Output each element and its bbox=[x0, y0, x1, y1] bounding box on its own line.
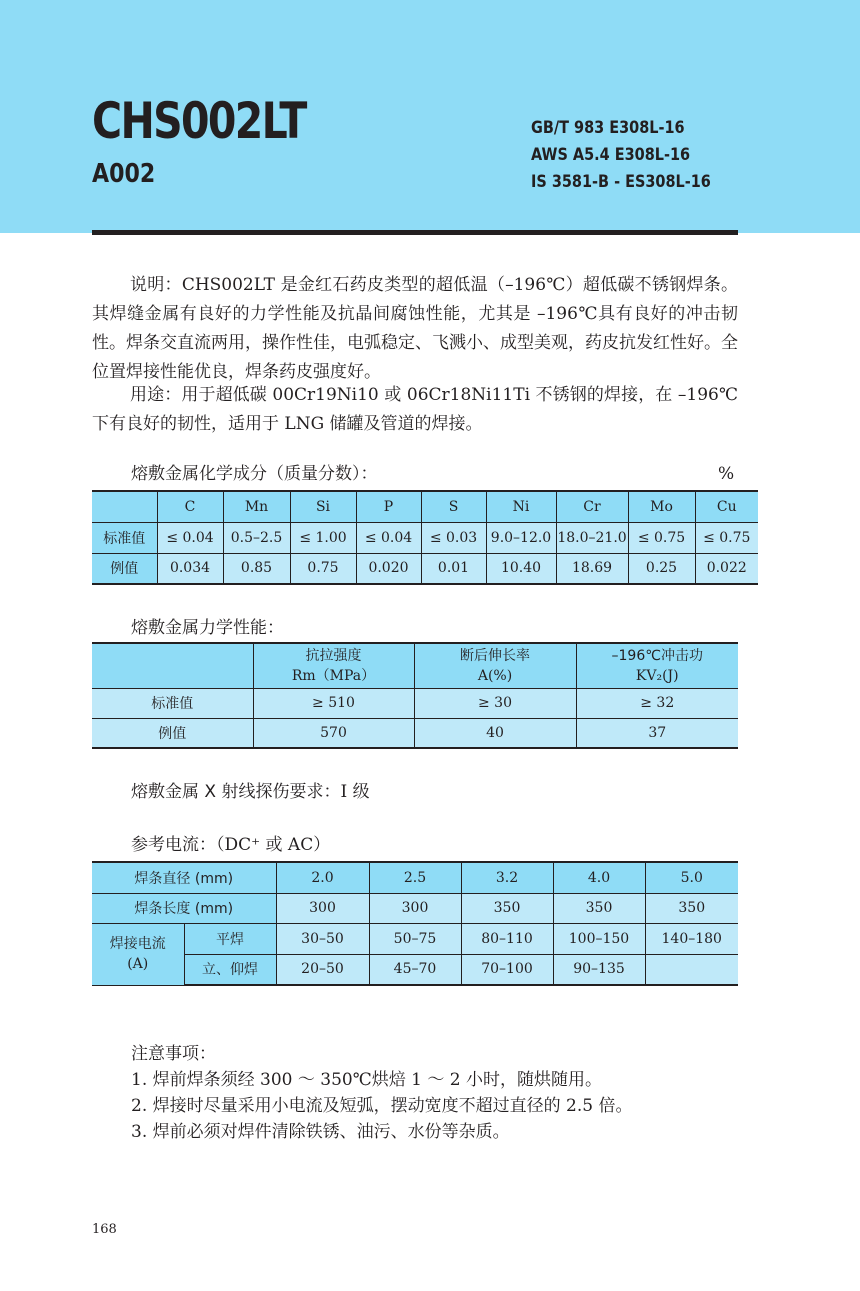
chemical-col-header: Si bbox=[290, 491, 356, 522]
table-cell: 90–135 bbox=[553, 954, 645, 985]
current-note: （DC⁺ 或 AC） bbox=[216, 835, 331, 855]
usage-paragraph bbox=[92, 381, 738, 439]
table-cell: 100–150 bbox=[553, 923, 645, 954]
description-paragraph bbox=[92, 271, 738, 387]
current-heading: 参考电流： bbox=[131, 835, 216, 855]
chemical-col-header: C bbox=[157, 491, 223, 522]
chemical-table bbox=[92, 490, 758, 585]
table-cell: 80–110 bbox=[461, 923, 553, 954]
description-text: CHS002LT 是金红石药皮类型的超低温（–196℃）超低碳不锈钢焊条。其焊缝金属有良好的力学性能及抗晶间腐蚀性能，尤其是 –196℃具有良好的冲击韧性。焊条交直流两用，操作性佳，电弧稳定、飞溅小、成型美观，药皮抗发红性好。全位置焊接性能优良，焊条药皮强度好。 bbox=[92, 275, 739, 382]
table-cell: 570 bbox=[253, 718, 414, 748]
current-table bbox=[92, 861, 738, 986]
current-vertical-row bbox=[92, 954, 738, 985]
table-cell: 0.01 bbox=[421, 553, 486, 584]
table-cell: 10.40 bbox=[486, 553, 556, 584]
table-cell: 0.25 bbox=[628, 553, 695, 584]
table-cell: 20–50 bbox=[276, 954, 369, 985]
table-cell: 50–75 bbox=[369, 923, 461, 954]
notes-heading: 注意事项： bbox=[131, 1044, 216, 1064]
standard-gb: GB/T 983 E308L-16 bbox=[531, 118, 685, 138]
table-cell: ≥ 510 bbox=[253, 688, 414, 718]
mechanical-col-header: –196℃冲击功 KV₂(J) bbox=[576, 643, 738, 688]
xray-heading: 熔敷金属 X 射线探伤要求： bbox=[131, 782, 341, 802]
note-item: 2. 焊接时尽量采用小电流及短弧，摆动宽度不超过直径的 2.5 倍。 bbox=[131, 1096, 633, 1116]
chemical-col-header: Cr bbox=[556, 491, 628, 522]
row-label: 例值 bbox=[92, 553, 157, 584]
mechanical-col-header: 抗拉强度 Rm（MPa） bbox=[253, 643, 414, 688]
note-item: 3. 焊前必须对焊件清除铁锈、油污、水份等杂质。 bbox=[131, 1122, 510, 1142]
table-cell: ≤ 0.75 bbox=[628, 522, 695, 553]
chemical-corner-cell bbox=[92, 491, 157, 522]
mechanical-table bbox=[92, 642, 738, 749]
table-cell: 30–50 bbox=[276, 923, 369, 954]
table-cell: 5.0 bbox=[645, 862, 738, 893]
table-cell: 70–100 bbox=[461, 954, 553, 985]
chemical-row-example bbox=[92, 553, 758, 584]
header-band bbox=[0, 0, 860, 233]
table-cell: 0.020 bbox=[356, 553, 421, 584]
chemical-col-header: Mo bbox=[628, 491, 695, 522]
table-cell: 0.75 bbox=[290, 553, 356, 584]
table-cell: 45–70 bbox=[369, 954, 461, 985]
table-cell: 0.034 bbox=[157, 553, 223, 584]
table-cell: ≤ 0.04 bbox=[356, 522, 421, 553]
table-cell: 350 bbox=[461, 893, 553, 923]
table-cell: 4.0 bbox=[553, 862, 645, 893]
table-cell: ≤ 0.03 bbox=[421, 522, 486, 553]
table-cell: 0.85 bbox=[223, 553, 290, 584]
chemical-row-standard bbox=[92, 522, 758, 553]
header-rule bbox=[92, 230, 738, 235]
table-cell: 3.2 bbox=[461, 862, 553, 893]
standard-aws: AWS A5.4 E308L-16 bbox=[531, 145, 691, 165]
mechanical-corner-cell bbox=[92, 643, 253, 688]
notes-section bbox=[131, 1041, 738, 1145]
length-label: 焊条长度 (mm) bbox=[92, 893, 276, 923]
diameter-label: 焊条直径 (mm) bbox=[92, 862, 276, 893]
welding-current-label: 焊接电流 (A) bbox=[92, 923, 184, 985]
mechanical-heading: 熔敷金属力学性能： bbox=[131, 618, 284, 638]
table-cell: 18.0–21.0 bbox=[556, 522, 628, 553]
current-flat-row bbox=[92, 923, 738, 954]
table-cell: ≤ 1.00 bbox=[290, 522, 356, 553]
table-cell: ≤ 0.04 bbox=[157, 522, 223, 553]
mechanical-row-example bbox=[92, 718, 738, 748]
chemical-col-header: Cu bbox=[695, 491, 758, 522]
table-cell: 9.0–12.0 bbox=[486, 522, 556, 553]
row-label: 例值 bbox=[92, 718, 253, 748]
chemical-heading: 熔敷金属化学成分（质量分数）： bbox=[131, 464, 378, 484]
table-cell: 140–180 bbox=[645, 923, 738, 954]
table-cell: 40 bbox=[414, 718, 576, 748]
row-label: 标准值 bbox=[92, 522, 157, 553]
product-title: CHS002LT bbox=[92, 92, 306, 150]
table-cell: 18.69 bbox=[556, 553, 628, 584]
xray-value: I 级 bbox=[340, 782, 370, 802]
chemical-header-row bbox=[92, 491, 758, 522]
mechanical-col-header: 断后伸长率 A(%) bbox=[414, 643, 576, 688]
chemical-unit: % bbox=[718, 464, 735, 484]
table-cell: ≥ 30 bbox=[414, 688, 576, 718]
table-cell: 2.5 bbox=[369, 862, 461, 893]
chemical-col-header: S bbox=[421, 491, 486, 522]
table-cell: ≥ 32 bbox=[576, 688, 738, 718]
row-label: 标准值 bbox=[92, 688, 253, 718]
table-cell: 350 bbox=[553, 893, 645, 923]
table-cell: 350 bbox=[645, 893, 738, 923]
mechanical-header-row bbox=[92, 643, 738, 688]
description-label: 说明： bbox=[130, 275, 182, 295]
current-length-row bbox=[92, 893, 738, 923]
table-cell: 300 bbox=[369, 893, 461, 923]
xray-line bbox=[131, 780, 370, 804]
usage-label: 用途： bbox=[130, 385, 182, 405]
note-item: 1. 焊前焊条须经 300 ～ 350℃烘焙 1 ～ 2 小时，随烘随用。 bbox=[131, 1070, 602, 1090]
mechanical-row-standard bbox=[92, 688, 738, 718]
current-line bbox=[131, 833, 330, 857]
table-cell: 0.5–2.5 bbox=[223, 522, 290, 553]
product-subtitle: A002 bbox=[92, 159, 156, 189]
table-cell: 0.022 bbox=[695, 553, 758, 584]
chemical-col-header: Mn bbox=[223, 491, 290, 522]
standard-is: IS 3581-B - ES308L-16 bbox=[531, 172, 711, 192]
table-cell: 2.0 bbox=[276, 862, 369, 893]
vertical-label: 立、仰焊 bbox=[184, 954, 276, 985]
page-number: 168 bbox=[92, 1222, 117, 1237]
flat-label: 平焊 bbox=[184, 923, 276, 954]
table-cell: 37 bbox=[576, 718, 738, 748]
standards-list bbox=[531, 115, 711, 196]
table-cell: 300 bbox=[276, 893, 369, 923]
chemical-col-header: Ni bbox=[486, 491, 556, 522]
chemical-col-header: P bbox=[356, 491, 421, 522]
table-cell: ≤ 0.75 bbox=[695, 522, 758, 553]
current-diameter-row bbox=[92, 862, 738, 893]
table-cell bbox=[645, 954, 738, 985]
usage-text: 用于超低碳 00Cr19Ni10 或 06Cr18Ni11Ti 不锈钢的焊接，在 –196℃下有良好的韧性，适用于 LNG 储罐及管道的焊接。 bbox=[92, 385, 739, 434]
